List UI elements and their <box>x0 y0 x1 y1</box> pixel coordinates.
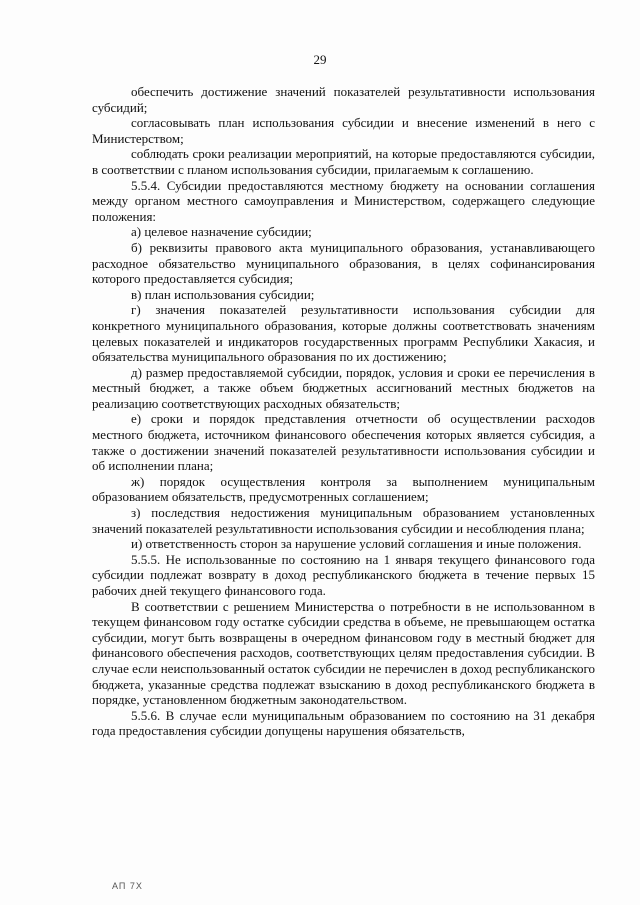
paragraph: обеспечить достижение значений показателей результативности использования субсидий; <box>92 84 595 115</box>
paragraph: б) реквизиты правового акта муниципального образования, устанавливающего расходное обязательство муниципального образования, в целях софинансирования которого предоставляется субсидия; <box>92 239 595 287</box>
paragraph: г) значения показателей результативности использования субсидии для конкретного муниципального образования, которые должны соответствовать значениям целевых показателей и индикаторов государственных программ Республики Хакасия, и обязательства муниципального образования по их достижению; <box>92 302 595 365</box>
paragraph: и) ответственность сторон за нарушение условий соглашения и иные положения. <box>131 536 582 552</box>
paragraph: д) размер предоставляемой субсидии, порядок, условия и сроки ее перечисления в местный бюджет, а также объем бюджетных ассигнований местных бюджетов на реализацию соответствующих расходных обязательств; <box>92 364 595 411</box>
paragraph: е) сроки и порядок представления отчетности об осуществлении расходов местного бюджета, источником финансового обеспечения которых является субсидия, а также о достижении значений показателей результативности использования субсидии и об исполнении плана; <box>92 411 595 474</box>
paragraph: а) целевое назначение субсидии; <box>131 224 312 240</box>
paragraph: 5.5.4. Субсидии предоставляются местному бюджету на основании соглашения между органом местного самоуправления и Министерством, содержащего следующие положения: <box>92 177 595 224</box>
paragraph: з) последствия недостижения муниципальным образованием установленных значений показателей результативности использования субсидии и несоблюдения плана; <box>92 505 595 536</box>
paragraph: в) план использования субсидии; <box>131 286 315 302</box>
page-number: 29 <box>313 52 327 67</box>
paragraph: 5.5.6. В случае если муниципальным образованием по состоянию на 31 декабря года предоставления субсидии допущены нарушения обязательств, <box>92 707 595 739</box>
paragraph: ж) порядок осуществления контроля за выполнением муниципальным образованием обязательств, предусмотренных соглашением; <box>92 473 595 505</box>
paragraph: соблюдать сроки реализации мероприятий, на которые предоставляются субсидии, в соответствии с планом использования субсидии, прилагаемым к соглашению. <box>92 146 595 177</box>
paragraph: согласовывать план использования субсидии и внесение изменений в него с Министерством; <box>92 115 595 146</box>
body-text <box>92 84 595 739</box>
paragraph: В соответствии с решением Министерства о потребности в не использованном в текущем финансовом году остатке субсидии средства в объеме, не превышающем остатка субсидии, могут быть возвращены в очередном финансовом году в местный бюджет для финансового обеспечения расходов, соответствующих целям предоставления субсидии. В случае если неиспользованный остаток субсидии не перечислен в доход республиканского бюджета, указанные средства подлежат взысканию в доход республиканского бюджета в порядке, установленном бюджетным законодательством. <box>92 598 595 708</box>
paragraph: 5.5.5. Не использованные по состоянию на 1 января текущего финансового года субсидии подлежат возврату в доход республиканского бюджета в течение первых 15 рабочих дней текущего финансового года. <box>92 551 595 598</box>
footer-mark: АП 7Х <box>112 881 143 891</box>
